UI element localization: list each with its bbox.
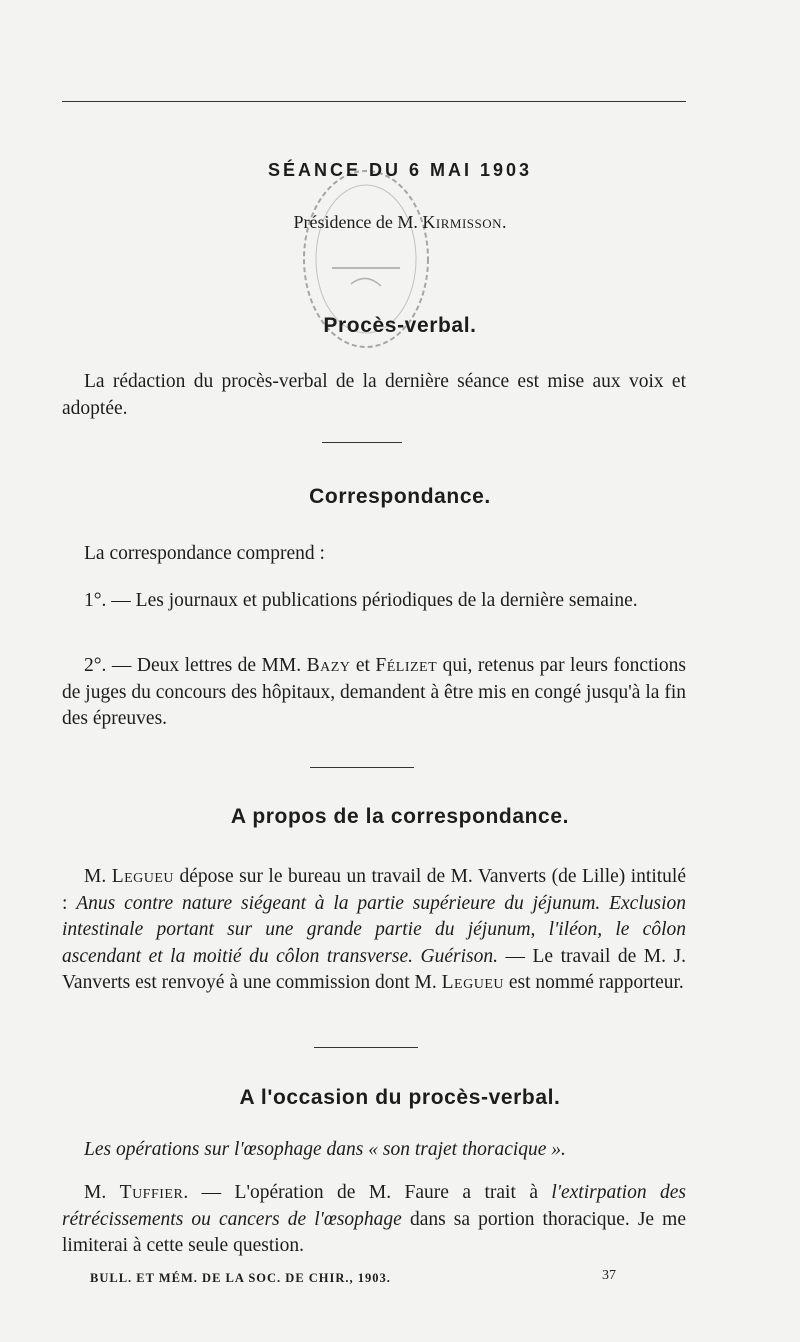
- correspondance-intro: La correspondance comprend :: [84, 543, 325, 564]
- a-propos-heading: A propos de la correspondance.: [230, 805, 570, 828]
- page-number: 37: [602, 1268, 616, 1283]
- a-propos-name-legueu-2: Legueu: [441, 972, 504, 993]
- item2-prefix: 2°. — Deux lettres de MM.: [84, 655, 307, 676]
- occasion-italic: l'extirpation des rétrécissements ou cancers de l'œsophage: [62, 1182, 686, 1230]
- a-propos-name-legueu: Legueu: [111, 866, 175, 887]
- a-propos-prefix: M.: [84, 866, 112, 887]
- correspondance-item-1: 1°. — Les journaux et publications périodiques de la dernière semaine.: [84, 590, 638, 611]
- proces-verbal-heading: Procès-verbal.: [323, 314, 477, 337]
- item2-name-bazy: Bazy: [306, 655, 351, 676]
- a-propos-paragraph: [62, 864, 686, 997]
- section-divider: [310, 767, 414, 768]
- seance-title: SÉANCE DU 6 MAI 1903: [267, 160, 533, 180]
- a-propos-text2: — Le travail de M. J. Vanverts est renvoyé à une commission dont M.: [62, 945, 686, 993]
- a-propos-italic-title: Anus contre nature siégeant à la partie supérieure du jéjunum. Exclusion intestinale portant sur une grande partie du jéjunum, l'iléon, le côlon ascendant et la moitié du côlon transverse. Guérison.: [62, 892, 687, 967]
- proces-verbal-text: La rédaction du procès-verbal de la dernière séance est mise aux voix et adoptée.: [62, 371, 686, 419]
- presidence-line: [0, 212, 800, 233]
- correspondance-heading: Correspondance.: [309, 485, 491, 508]
- item2-suffix: qui, retenus par leurs fonctions de juges du concours des hôpitaux, demandent à être mis en congé jusqu'à la fin des épreuves.: [62, 655, 687, 729]
- running-footer: BULL. ET MÉM. DE LA SOC. DE CHIR., 1903.: [90, 1271, 391, 1285]
- occasion-text2: dans sa portion thoracique. Je me limiterai à cette seule question.: [62, 1208, 686, 1256]
- section-divider: [314, 1047, 418, 1048]
- occasion-text1: . — L'opération de M. Faure a trait à: [183, 1182, 552, 1203]
- item2-name-felizet: Félizet: [375, 655, 438, 676]
- a-propos-text1: dépose sur le bureau un travail de M. Vanverts (de Lille) intitulé :: [62, 866, 686, 914]
- occasion-name-tuffier: Tuffier: [119, 1182, 184, 1203]
- a-propos-text3: est nommé rapporteur.: [504, 972, 684, 993]
- occasion-subtitle: [62, 1137, 686, 1164]
- item2-mid: et: [350, 655, 376, 676]
- correspondance-item-2: [62, 653, 686, 733]
- section-divider: [322, 442, 402, 443]
- presidence-suffix: .: [502, 212, 507, 232]
- occasion-paragraph: [62, 1180, 686, 1260]
- president-name: Kirmisson: [422, 212, 503, 232]
- occasion-heading: A l'occasion du procès-verbal.: [239, 1086, 561, 1109]
- occasion-subtitle-text: Les opérations sur l'œsophage dans « son trajet thoracique ».: [84, 1139, 566, 1160]
- occasion-prefix: M.: [84, 1182, 120, 1203]
- presidence-prefix: Présidence de M.: [293, 212, 423, 232]
- top-rule: [62, 101, 686, 102]
